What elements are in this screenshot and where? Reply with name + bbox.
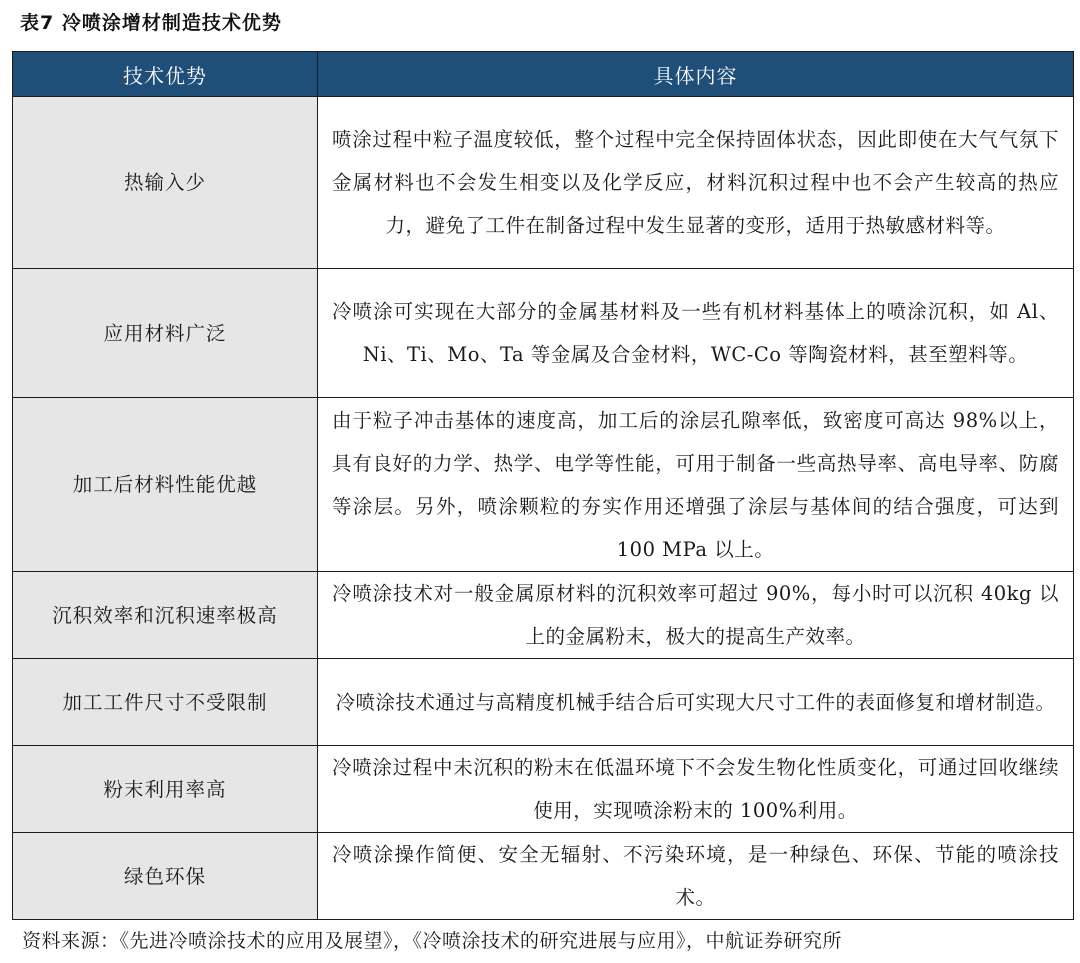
source-note: 资料来源：《先进冷喷涂技术的应用及展望》，《冷喷涂技术的研究进展与应用》，中航证券研究所 xyxy=(22,930,843,952)
content-cell: 冷喷涂过程中未沉积的粉末在低温环境下不会发生物化性质变化，可通过回收继续使用，实现喷涂粉末的 100%利用。 xyxy=(318,746,1074,833)
header-row xyxy=(13,52,1074,97)
advantages-table xyxy=(12,51,1074,920)
advantage-cell: 加工后材料性能优越 xyxy=(13,398,318,572)
advantage-cell: 沉积效率和沉积速率极高 xyxy=(13,572,318,659)
content-cell: 喷涂过程中粒子温度较低，整个过程中完全保持固体状态，因此即使在大气气氛下金属材料也不会发生相变以及化学反应，材料沉积过程中也不会产生较高的热应力，避免了工件在制备过程中发生显著的变形，适用于热敏感材料等。 xyxy=(318,97,1074,269)
advantage-cell: 绿色环保 xyxy=(13,833,318,920)
content-cell: 冷喷涂可实现在大部分的金属基材料及一些有机材料基体上的喷涂沉积，如 Al、Ni、Ti、Mo、Ta 等金属及合金材料，WC-Co 等陶瓷材料，甚至塑料等。 xyxy=(318,269,1074,398)
header-content: 具体内容 xyxy=(318,52,1074,97)
content-cell: 由于粒子冲击基体的速度高，加工后的涂层孔隙率低，致密度可高达 98%以上，具有良好的力学、热学、电学等性能，可用于制备一些高热导率、高电导率、防腐等涂层。另外，喷涂颗粒的夯实作用还增强了涂层与基体间的结合强度，可达到 100 MPa 以上。 xyxy=(318,398,1074,572)
table-row xyxy=(13,269,1074,398)
table-row xyxy=(13,572,1074,659)
advantage-cell: 粉末利用率高 xyxy=(13,746,318,833)
table-row xyxy=(13,97,1074,269)
content-cell: 冷喷涂操作简便、安全无辐射、不污染环境，是一种绿色、环保、节能的喷涂技术。 xyxy=(318,833,1074,920)
table-row xyxy=(13,746,1074,833)
header-advantage: 技术优势 xyxy=(13,52,318,97)
content-cell: 冷喷涂技术通过与高精度机械手结合后可实现大尺寸工件的表面修复和增材制造。 xyxy=(318,659,1074,746)
advantage-cell: 应用材料广泛 xyxy=(13,269,318,398)
table-row xyxy=(13,833,1074,920)
table-row xyxy=(13,398,1074,572)
table-row xyxy=(13,659,1074,746)
content-cell: 冷喷涂技术对一般金属原材料的沉积效率可超过 90%，每小时可以沉积 40kg 以上的金属粉末，极大的提高生产效率。 xyxy=(318,572,1074,659)
table-title: 表7 冷喷涂增材制造技术优势 xyxy=(20,12,282,34)
advantage-cell: 加工工件尺寸不受限制 xyxy=(13,659,318,746)
advantage-cell: 热输入少 xyxy=(13,97,318,269)
